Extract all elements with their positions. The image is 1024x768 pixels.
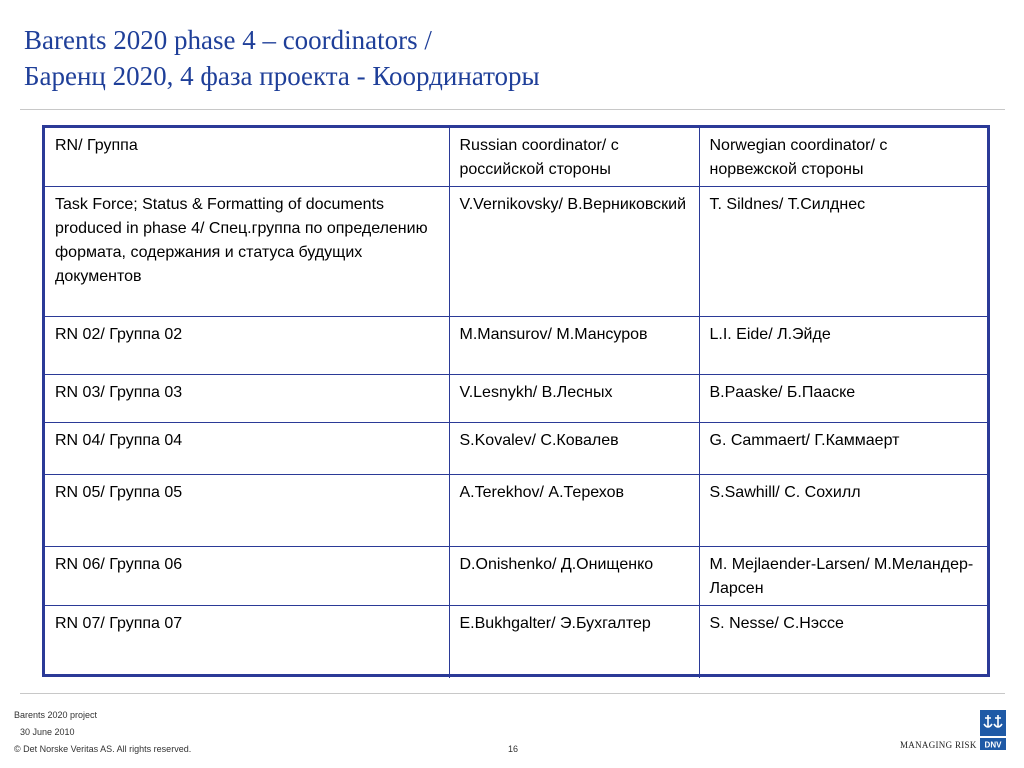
slide-title-english: Barents 2020 phase 4 – coordinators / <box>24 25 432 55</box>
managing-risk-tagline: MANAGING RISK <box>900 740 977 750</box>
russian-coordinator-cell: V.Lesnykh/ В.Лесных <box>449 375 699 423</box>
bottom-divider <box>20 693 1005 694</box>
norwegian-coordinator-cell: G. Cammaert/ Г.Каммаерт <box>699 423 987 475</box>
russian-coordinator-cell: A.Terekhov/ А.Терехов <box>449 475 699 547</box>
slide-title-russian: Баренц 2020, 4 фаза проекта - Координаторы <box>24 61 540 91</box>
group-cell: RN 07/ Группа 07 <box>45 606 449 678</box>
norwegian-coordinator-cell: T. Sildnes/ Т.Силднес <box>699 187 987 317</box>
group-cell: RN 02/ Группа 02 <box>45 317 449 375</box>
group-cell: RN 03/ Группа 03 <box>45 375 449 423</box>
table-row <box>45 187 987 317</box>
norwegian-coordinator-cell: S. Nesse/ С.Нэссе <box>699 606 987 678</box>
table-row <box>45 375 987 423</box>
table-header-row <box>45 128 987 187</box>
footer-project: Barents 2020 project <box>14 710 98 720</box>
group-cell: RN 06/ Группа 06 <box>45 547 449 606</box>
header-norwegian-coordinator: Norwegian coordinator/ с норвежской стороны <box>699 128 987 187</box>
coordinators-table <box>42 125 990 677</box>
group-cell: RN 05/ Группа 05 <box>45 475 449 547</box>
table-row <box>45 547 987 606</box>
group-cell: Task Force; Status & Formatting of documents produced in phase 4/ Спец.группа по определению формата, содержания и статуса будущих документов <box>45 187 449 317</box>
dnv-logo <box>980 710 1006 750</box>
footer-date: 30 June 2010 <box>20 727 75 737</box>
header-group: RN/ Группа <box>45 128 449 187</box>
russian-coordinator-cell: V.Vernikovsky/ В.Верниковский <box>449 187 699 317</box>
russian-coordinator-cell: M.Mansurov/ М.Мансуров <box>449 317 699 375</box>
page-number: 16 <box>508 744 519 754</box>
top-divider <box>20 109 1005 110</box>
russian-coordinator-cell: S.Kovalev/ С.Ковалев <box>449 423 699 475</box>
table-row <box>45 317 987 375</box>
group-cell: RN 04/ Группа 04 <box>45 423 449 475</box>
russian-coordinator-cell: E.Bukhgalter/ Э.Бухгалтер <box>449 606 699 678</box>
header-russian-coordinator: Russian coordinator/ с российской стороны <box>449 128 699 187</box>
table-row <box>45 475 987 547</box>
table-row <box>45 423 987 475</box>
footer-copyright: © Det Norske Veritas AS. All rights reserved. <box>14 744 192 754</box>
norwegian-coordinator-cell: B.Paaske/ Б.Пааске <box>699 375 987 423</box>
norwegian-coordinator-cell: M. Mejlaender-Larsen/ М.Меландер-Ларсен <box>699 547 987 606</box>
table-row <box>45 606 987 678</box>
slide-title <box>24 22 1004 94</box>
russian-coordinator-cell: D.Onishenko/ Д.Онищенко <box>449 547 699 606</box>
norwegian-coordinator-cell: L.I. Eide/ Л.Эйде <box>699 317 987 375</box>
norwegian-coordinator-cell: S.Sawhill/ С. Сохилл <box>699 475 987 547</box>
dnv-logo-text: DNV <box>984 740 1002 750</box>
